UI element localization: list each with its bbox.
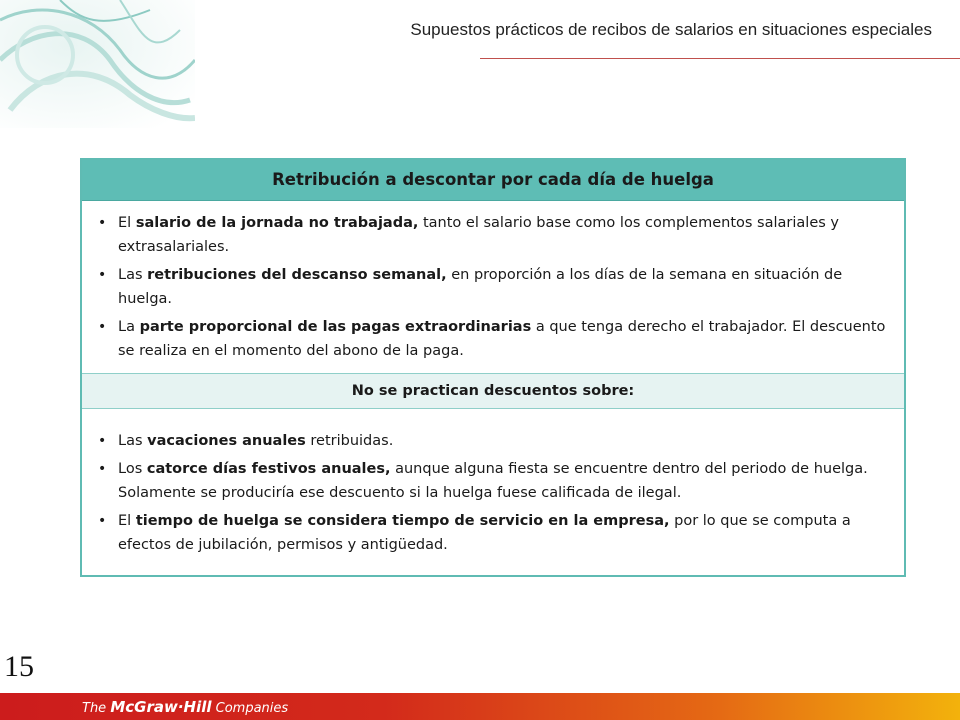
footer-bar [0,693,960,720]
bullet-icon: • [98,433,107,449]
bullet-icon: • [98,215,107,231]
bullet-icon: • [98,319,107,335]
box-heading: Retribución a descontar por cada día de huelga [82,160,904,201]
page-number: 15 [4,650,34,683]
deductions-list [82,201,904,371]
slide-title: Supuestos prácticos de recibos de salarios en situaciones especiales [410,20,932,39]
list-item: • El salario de la jornada no trabajada, tanto el salario base como los complementos salariales y extrasalariales. [96,211,890,259]
publisher-logo: The McGraw·Hill Companies [82,698,289,716]
title-divider [480,58,960,59]
list-item: • La parte proporcional de las pagas extraordinarias a que tenga derecho el trabajador. El descuento se realiza en el momento del abono de la paga. [96,315,890,363]
list-item: • Los catorce días festivos anuales, aunque alguna fiesta se encuentre dentro del periodo de huelga. Solamente se produciría ese descuento si la huelga fuese calificada de ilegal. [96,457,890,505]
list-item: • El tiempo de huelga se considera tiempo de servicio en la empresa, por lo que se computa a efectos de jubilación, permisos y antigüedad. [96,509,890,557]
box-subheading: No se practican descuentos sobre: [82,373,904,409]
bullet-icon: • [98,513,107,529]
strike-deductions-box [80,158,906,577]
bullet-icon: • [98,461,107,477]
list-item: • Las vacaciones anuales retribuidas. [96,429,890,453]
no-deductions-list [82,409,904,575]
decorative-swirl-graphic [0,0,195,128]
bullet-icon: • [98,267,107,283]
list-item: • Las retribuciones del descanso semanal, en proporción a los días de la semana en situación de huelga. [96,263,890,311]
